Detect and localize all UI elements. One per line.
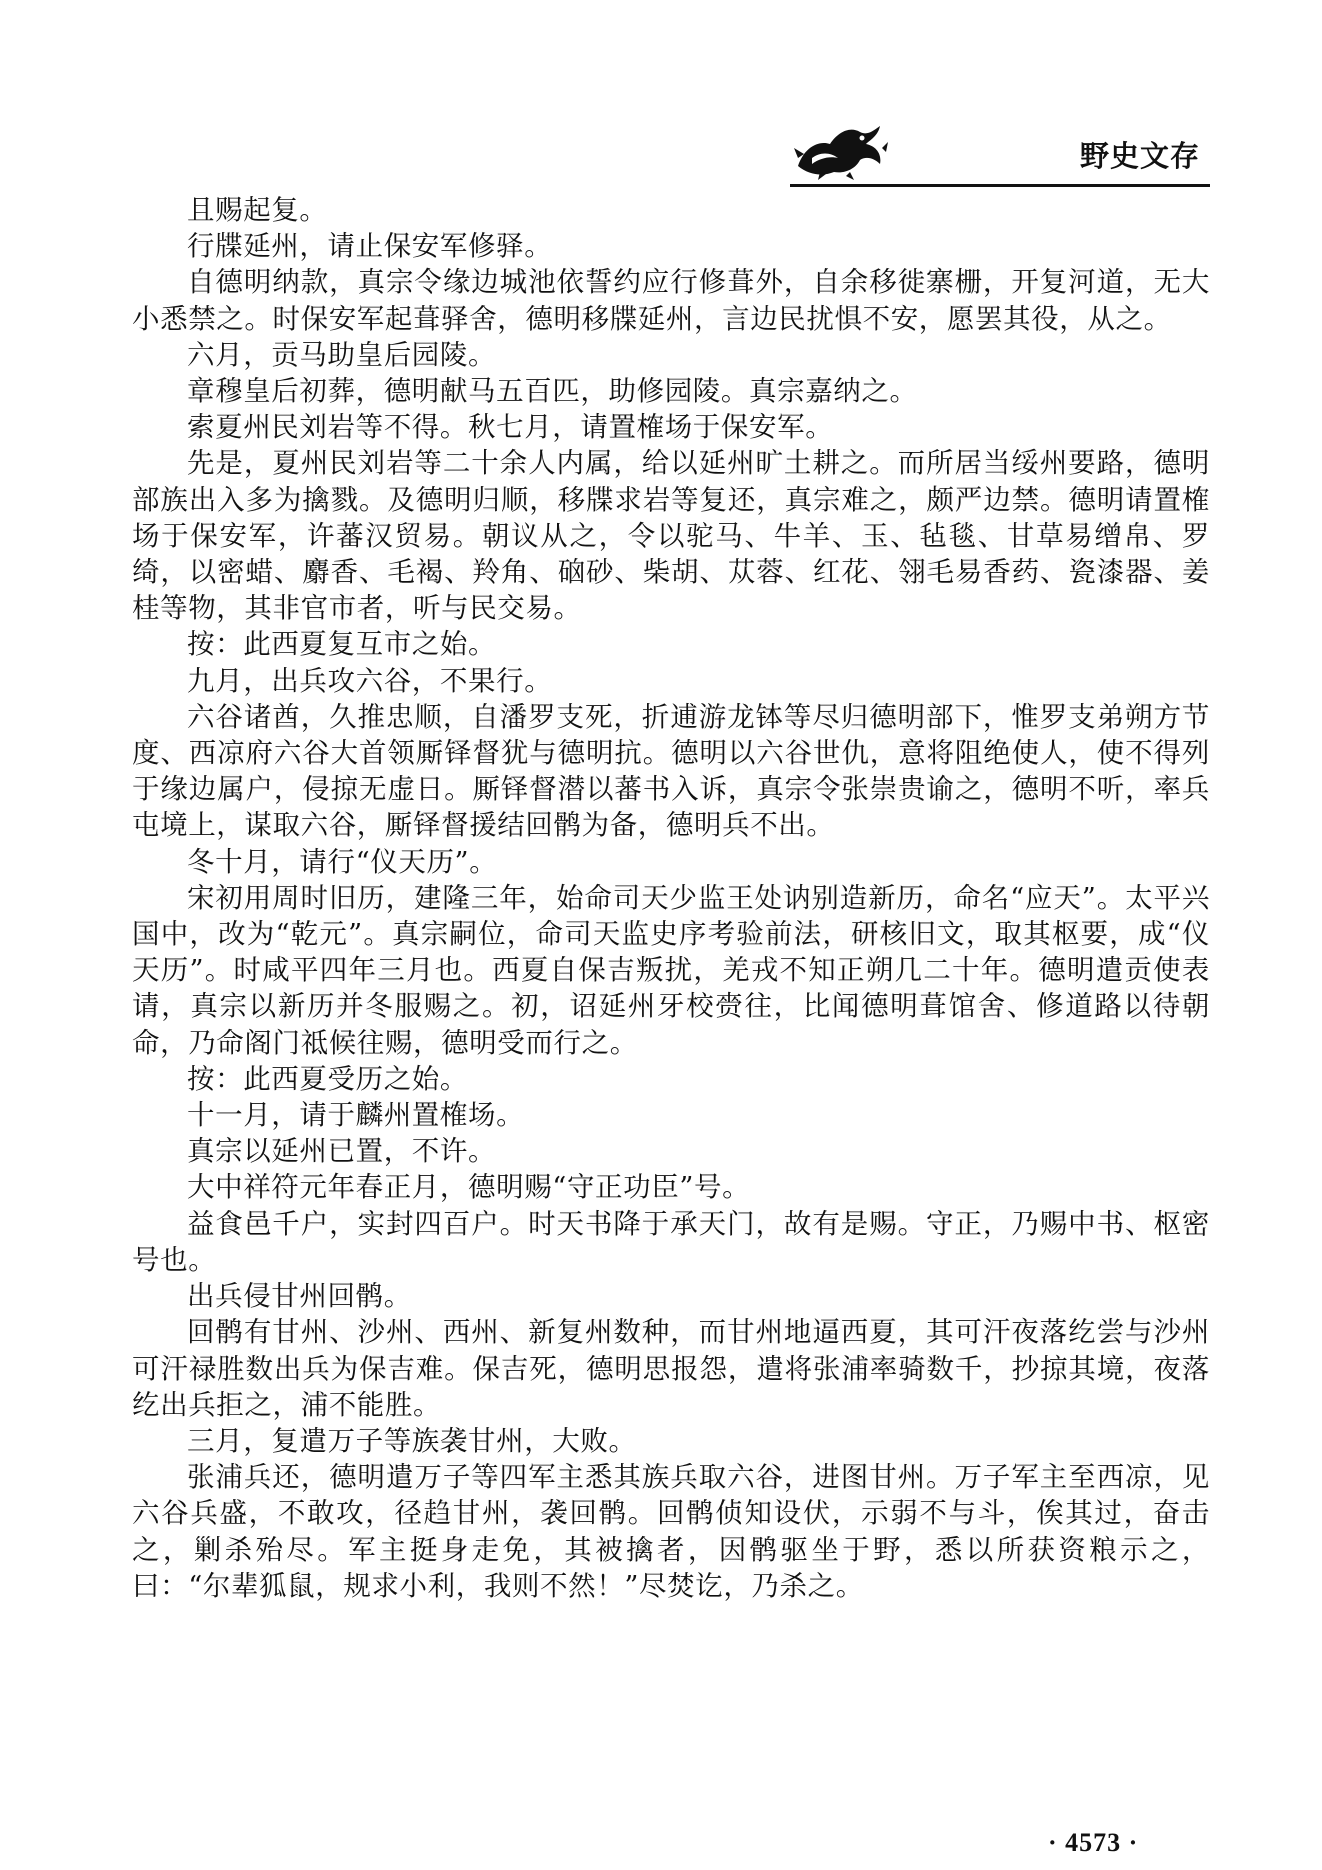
- paragraph: 行牒延州，请止保安军修驿。: [187, 230, 553, 263]
- book-series-title: 野史文存: [1079, 139, 1200, 173]
- paragraph: 按：此西夏复互市之始。: [187, 628, 497, 661]
- paragraph: 出兵侵甘州回鹘。: [187, 1280, 412, 1313]
- header-divider: [790, 184, 1210, 187]
- paragraph: 张浦兵还，德明遣万子等四军主悉其族兵取六谷，进图甘州。万子军主至西凉，见六谷兵盛，不敢攻，径趋甘州，袭回鹘。回鹘侦知设伏，示弱不与斗，俟其过，奋击之，剿杀殆尽。军主挺身走免，其被擒者，因鹘驱坐于野，悉以所获资粮示之，曰：“尔辈狐鼠，规求小利，我则不然！”尽焚讫，乃杀之。: [132, 1461, 1210, 1602]
- paragraph: 九月，出兵攻六谷，不果行。: [187, 664, 553, 697]
- paragraph: 真宗以延州已置，不许。: [187, 1135, 497, 1168]
- paragraph: 章穆皇后初葬，德明献马五百匹，助修园陵。真宗嘉纳之。: [187, 375, 918, 408]
- page-number: · 4573 ·: [1048, 1828, 1139, 1857]
- paragraph: 三月，复遣万子等族袭甘州，大败。: [187, 1424, 637, 1457]
- paragraph: 六谷诸酋，久推忠顺，自潘罗支死，折逋游龙钵等尽归德明部下，惟罗支弟朔方节度、西凉府六谷大首领厮铎督犹与德明抗。德明以六谷世仇，意将阻绝使人，使不得列于缘边属户，侵掠无虚日。厮铎督潜以蕃书入诉，真宗令张崇贵谕之，德明不听，率兵屯境上，谋取六谷，厮铎督援结回鹘为备，德明兵不出。: [132, 700, 1210, 842]
- paragraph: 先是，夏州民刘岩等二十余人内属，给以延州旷土耕之。而所居当绥州要路，德明部族出入多为擒戮。及德明归顺，移牒求岩等复还，真宗难之，颇严边禁。德明请置榷场于保安军，许蕃汉贸易。朝议从之，令以驼马、牛羊、玉、毡毯、甘草易缯帛、罗绮，以密蜡、麝香、毛褐、羚角、硇砂、柴胡、苁蓉、红花、翎毛易香药、瓷漆器、姜桂等物，其非官市者，听与民交易。: [132, 447, 1210, 625]
- paragraph: 冬十月，请行“仪天历”。: [187, 845, 498, 878]
- paragraph: 益食邑千户，实封四百户。时天书降于承天门，故有是赐。守正，乃赐中书、枢密号也。: [132, 1207, 1210, 1276]
- paragraph: 六月，贡马助皇后园陵。: [187, 338, 497, 371]
- page-header: [790, 118, 1210, 184]
- dragon-emblem-icon: [790, 118, 890, 180]
- paragraph: 宋初用周时旧历，建隆三年，始命司天少监王处讷别造新历，命名“应天”。太平兴国中，改为“乾元”。真宗嗣位，命司天监史序考验前法，研核旧文，取其枢要，成“仪天历”。时咸平四年三月也。西夏自保吉叛扰，羌戎不知正朔几二十年。德明遣贡使表请，真宗以新历并冬服赐之。初，诏延州牙校赍往，比闻德明葺馆舍、修道路以待朝命，乃命阁门祗候往赐，德明受而行之。: [132, 881, 1210, 1059]
- paragraph: 且赐起复。: [187, 194, 328, 226]
- paragraph: 回鹘有甘州、沙州、西州、新复州数种，而甘州地逼西夏，其可汗夜落纥尝与沙州可汗禄胜数出兵为保吉难。保吉死，德明思报怨，遣将张浦率骑数千，抄掠其境，夜落纥出兵拒之，浦不能胜。: [132, 1316, 1210, 1421]
- main-text: [132, 192, 1210, 1604]
- paragraph: 十一月，请于麟州置榷场。: [187, 1099, 525, 1132]
- paragraph: 自德明纳款，真宗令缘边城池依誓约应行修葺外，自余移徙寨栅，开复河道，无大小悉禁之。时保安军起葺驿舍，德明移牒延州，言边民扰惧不安，愿罢其役，从之。: [132, 266, 1210, 335]
- paragraph: 索夏州民刘岩等不得。秋七月，请置榷场于保安军。: [187, 411, 834, 444]
- paragraph: 按：此西夏受历之始。: [187, 1062, 468, 1095]
- paragraph: 大中祥符元年春正月，德明赐“守正功臣”号。: [187, 1171, 751, 1204]
